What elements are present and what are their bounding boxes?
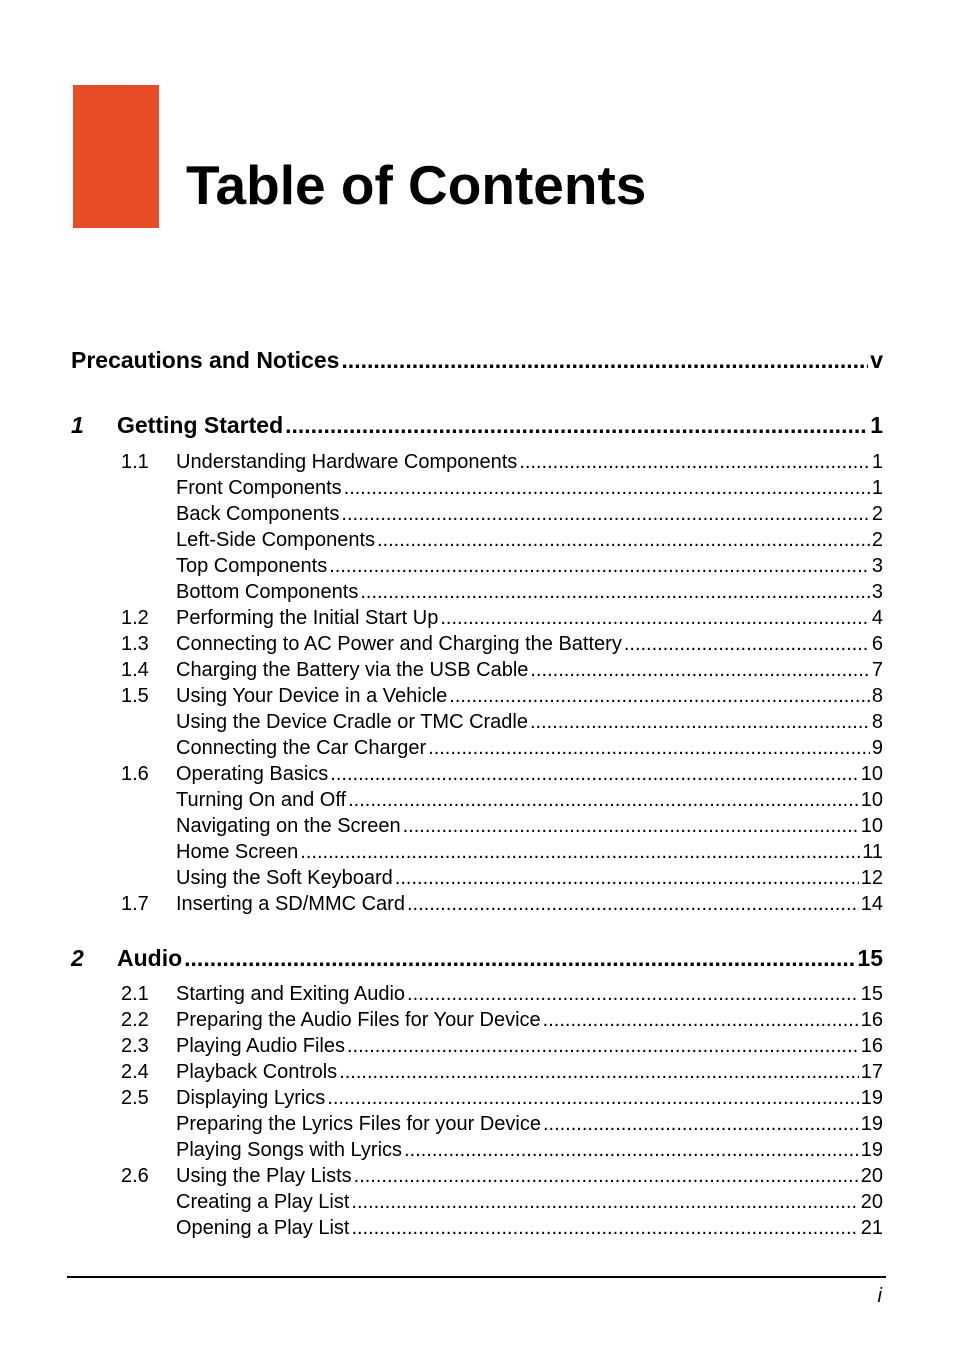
dot-leader — [347, 1033, 859, 1059]
toc-section-entry[interactable] — [71, 1189, 883, 1215]
toc-entry-title: Displaying Lyrics — [176, 1087, 326, 1109]
toc-entry-page: 3 — [871, 555, 883, 577]
toc-entry-title: Using Your Device in a Vehicle — [176, 685, 448, 707]
toc-entry-page: 11 — [862, 841, 883, 863]
toc-entry-title: Inserting a SD/MMC Card — [176, 893, 405, 915]
dot-leader — [407, 891, 859, 917]
dot-leader — [624, 631, 870, 657]
toc-entry-page: 8 — [871, 711, 883, 733]
dot-leader — [354, 1163, 859, 1189]
dot-leader — [351, 1189, 858, 1215]
toc-entry-title: Connecting the Car Charger — [176, 737, 427, 759]
toc-entry-number: 1.2 — [121, 607, 149, 629]
dot-leader — [329, 553, 870, 579]
toc-section-entry[interactable] — [71, 891, 883, 917]
toc-section-entry[interactable] — [71, 1137, 883, 1163]
footer-rule — [67, 1276, 886, 1278]
toc-entry-title: Getting Started — [117, 412, 284, 438]
dot-leader — [543, 1111, 859, 1137]
toc-entry-page: 8 — [871, 685, 883, 707]
toc-section-entry[interactable] — [71, 865, 883, 891]
toc-entry-title: Audio — [117, 945, 183, 971]
toc-entry-title: Using the Play Lists — [176, 1165, 352, 1187]
dot-leader — [285, 410, 868, 440]
dot-leader — [519, 449, 870, 475]
toc-entry-page: 20 — [860, 1165, 883, 1187]
toc-section-entry[interactable] — [71, 1215, 883, 1241]
toc-entry-number: 2.3 — [121, 1035, 149, 1057]
dot-leader — [403, 813, 859, 839]
dot-leader — [344, 475, 870, 501]
toc-section-entry[interactable] — [71, 1111, 883, 1137]
dot-leader — [341, 345, 868, 375]
toc-entry-title: Top Components — [176, 555, 328, 577]
page-title: Table of Contents — [186, 154, 647, 216]
toc-entry-title: Using the Device Cradle or TMC Cradle — [176, 711, 528, 733]
toc-section-entry[interactable] — [71, 1033, 883, 1059]
toc-entry-page: 16 — [860, 1035, 883, 1057]
toc-entry-page: 17 — [860, 1061, 883, 1083]
toc-section-entry[interactable] — [71, 579, 883, 605]
toc-entry-page: 2 — [871, 529, 883, 551]
toc-section-entry[interactable] — [71, 1163, 883, 1189]
toc-section-entry[interactable] — [71, 683, 883, 709]
toc-section-entry[interactable] — [71, 605, 883, 631]
toc-entry-number: 2 — [71, 945, 84, 971]
toc-section-entry[interactable] — [71, 1085, 883, 1111]
toc-entry-page: 10 — [860, 789, 883, 811]
toc-entry-page: 6 — [871, 633, 883, 655]
toc-section-entry[interactable] — [71, 527, 883, 553]
toc-entry-page: 14 — [860, 893, 883, 915]
toc-entry-title: Front Components — [176, 477, 342, 499]
toc-entry-page: 9 — [871, 737, 883, 759]
toc-entry-title: Preparing the Audio Files for Your Device — [176, 1009, 541, 1031]
toc-entry-title: Charging the Battery via the USB Cable — [176, 659, 529, 681]
dot-leader — [530, 657, 869, 683]
toc-section-entry[interactable] — [71, 1007, 883, 1033]
toc-entry-page: 19 — [860, 1113, 883, 1135]
dot-leader — [543, 1007, 859, 1033]
toc-entry-number: 1.6 — [121, 763, 149, 785]
toc-entry-title: Opening a Play List — [176, 1217, 350, 1239]
toc-entry-title: Navigating on the Screen — [176, 815, 401, 837]
toc-section-entry[interactable] — [71, 787, 883, 813]
toc-section-entry[interactable] — [71, 981, 883, 1007]
dot-leader — [327, 1085, 858, 1111]
toc-section-entry[interactable] — [71, 813, 883, 839]
toc-chapter-entry[interactable] — [71, 345, 883, 375]
toc-entry-page: 15 — [860, 983, 883, 1005]
toc-entry-number: 2.6 — [121, 1165, 149, 1187]
toc-entry-title: Playing Audio Files — [176, 1035, 345, 1057]
toc-section-entry[interactable] — [71, 449, 883, 475]
toc-entry-title: Operating Basics — [176, 763, 329, 785]
dot-leader — [184, 943, 855, 973]
page-number: i — [877, 1285, 882, 1307]
dot-leader — [341, 501, 869, 527]
toc-entry-page: 19 — [860, 1087, 883, 1109]
toc-entry-title: Left-Side Components — [176, 529, 376, 551]
toc-entry-number: 1 — [71, 412, 84, 438]
toc-entry-page: 10 — [860, 763, 883, 785]
dot-leader — [339, 1059, 859, 1085]
dot-leader — [377, 527, 870, 553]
toc-entry-page: 19 — [860, 1139, 883, 1161]
dot-leader — [404, 1137, 859, 1163]
chapter-accent-block — [73, 85, 159, 228]
toc-entry-number: 2.2 — [121, 1009, 149, 1031]
dot-leader — [449, 683, 870, 709]
toc-entry-page: 7 — [871, 659, 883, 681]
toc-entry-page: 16 — [860, 1009, 883, 1031]
dot-leader — [348, 787, 859, 813]
toc-section-entry[interactable] — [71, 1059, 883, 1085]
dot-leader — [360, 579, 870, 605]
toc-entry-number: 1.5 — [121, 685, 149, 707]
toc-section-entry[interactable] — [71, 475, 883, 501]
toc-entry-page: 20 — [860, 1191, 883, 1213]
toc-entry-title: Using the Soft Keyboard — [176, 867, 393, 889]
toc-entry-page: 1 — [871, 477, 883, 499]
toc-entry-number: 2.5 — [121, 1087, 149, 1109]
dot-leader — [428, 735, 870, 761]
toc-entry-page: 10 — [860, 815, 883, 837]
toc-entry-title: Bottom Components — [176, 581, 359, 603]
toc-entry-number: 1.7 — [121, 893, 149, 915]
toc-entry-number: 2.4 — [121, 1061, 149, 1083]
toc-entry-page: 4 — [871, 607, 883, 629]
dot-leader — [440, 605, 870, 631]
toc-chapter-entry[interactable] — [71, 410, 883, 440]
toc-entry-title: Playing Songs with Lyrics — [176, 1139, 403, 1161]
toc-entry-title: Playback Controls — [176, 1061, 338, 1083]
toc-entry-page: v — [870, 347, 883, 373]
toc-chapter-entry[interactable] — [71, 943, 883, 973]
toc-entry-page: 3 — [871, 581, 883, 603]
toc-entry-number: 2.1 — [121, 983, 149, 1005]
toc-entry-title: Turning On and Off — [176, 789, 347, 811]
dot-leader — [351, 1215, 858, 1241]
toc-section-entry[interactable] — [71, 709, 883, 735]
toc-entry-title: Creating a Play List — [176, 1191, 350, 1213]
toc-entry-title: Understanding Hardware Components — [176, 451, 518, 473]
dot-leader — [395, 865, 859, 891]
toc-entry-page: 21 — [860, 1217, 883, 1239]
dot-leader — [330, 761, 858, 787]
toc-entry-title: Back Components — [176, 503, 340, 525]
toc-section-entry[interactable] — [71, 553, 883, 579]
toc-entry-title: Preparing the Lyrics Files for your Device — [176, 1113, 541, 1135]
toc-section-entry[interactable] — [71, 501, 883, 527]
toc-entry-number: 1.3 — [121, 633, 149, 655]
toc-entry-number: 1.4 — [121, 659, 149, 681]
dot-leader — [300, 839, 860, 865]
toc-entry-page: 1 — [871, 451, 883, 473]
toc-entry-title: Starting and Exiting Audio — [176, 983, 406, 1005]
dot-leader — [407, 981, 859, 1007]
toc-entry-title: Connecting to AC Power and Charging the Battery — [176, 633, 622, 655]
toc-entry-page: 1 — [870, 412, 883, 438]
dot-leader — [530, 709, 870, 735]
toc-entry-page: 15 — [857, 945, 883, 971]
toc-section-entry[interactable] — [71, 735, 883, 761]
toc-entry-number: 1.1 — [121, 451, 149, 473]
toc-section-entry[interactable] — [71, 839, 883, 865]
toc-entry-page: 2 — [871, 503, 883, 525]
toc-entry-title: Home Screen — [176, 841, 299, 863]
toc-entry-page: 12 — [860, 867, 883, 889]
toc-section-entry[interactable] — [71, 631, 883, 657]
toc-section-entry[interactable] — [71, 761, 883, 787]
toc-entry-title: Performing the Initial Start Up — [176, 607, 439, 629]
toc-entry-title: Precautions and Notices — [71, 347, 340, 373]
toc-section-entry[interactable] — [71, 657, 883, 683]
